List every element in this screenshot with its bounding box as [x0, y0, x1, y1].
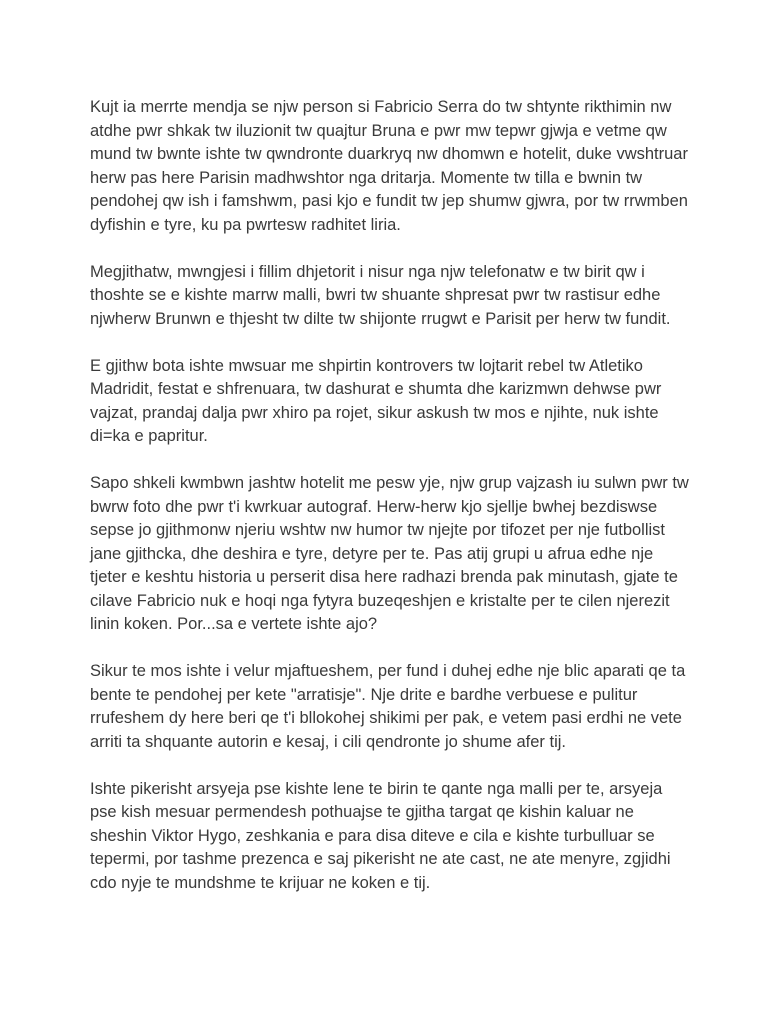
paragraph-1: Kujt ia merrte mendja se njw person si Fabricio Serra do tw shtynte rikthimin nw atdhe pwr shkak tw iluzionit tw quajtur Bruna e pwr mw tepwr gjwja e vetme qw mund tw bwnte ishte tw qwndronte duarkryq nw dhomwn e hotelit, duke vwshtruar herw pas here Parisin madhwshtor nga dritarja. Momente tw tilla e bwnin tw pendohej qw ish i famshwm, pasi kjo e fundit tw jep shumw gjwra, por tw rrwmben dyfishin e tyre, ku pa pwrtesw radhitet liria. [90, 98, 688, 234]
paragraph-3: E gjithw bota ishte mwsuar me shpirtin kontrovers tw lojtarit rebel tw Atletiko Madridit, festat e shfrenuara, tw dashurat e shumta dhe karizmwn dehwse pwr vajzat, prandaj dalja pwr xhiro pa rojet, sikur askush tw mos e njihte, nuk ishte di=ka e papritur. [90, 356, 662, 445]
document-page [90, 96, 690, 919]
paragraph-5: Sikur te mos ishte i velur mjaftueshem, per fund i duhej edhe nje blic aparati qe ta bente te pendohej per kete "arratisje". Nje drite e bardhe verbuese e pulitur rrufeshem dy here beri qe t'i bllokohej shikimi per pak, e vetem pasi erdhi ne vete arriti ta shquante autorin e kesaj, i cili qendronte jo shume afer tij. [90, 662, 686, 751]
paragraph-2: Megjithatw, mwngjesi i fillim dhjetorit i nisur nga njw telefonatw e tw birit qw i thoshte se e kishte marrw malli, bwri tw shuante shpresat pwr tw rastisur edhe njwherw Brunwn e thjesht tw dilte tw shijonte rrugwt e Parisit per herw tw fundit. [90, 262, 671, 328]
paragraph-4: Sapo shkeli kwmbwn jashtw hotelit me pesw yje, njw grup vajzash iu sulwn pwr tw bwrw foto dhe pwr t'i kwrkuar autograf. Herw-herw kjo sjellje bwhej bezdiswse sepse jo gjithmonw njeriu wshtw nw humor tw njejte por tifozet per nje futbollist jane gjithcka, dhe deshira e tyre, detyre per te. Pas atij grupi u afrua edhe nje tjeter e keshtu historia u perserit disa here radhazi brenda pak minutash, gjate te cilave Fabricio nuk e hoqi nga fytyra buzeqeshjen e kristalte per te cilen njerezit linin koken. Por...sa e vertete ishte ajo? [90, 474, 689, 633]
paragraph-6: Ishte pikerisht arsyeja pse kishte lene te birin te qante nga malli per te, arsyeja pse kish mesuar permendesh pothuajse te gjitha targat qe kishin kaluar ne sheshin Viktor Hygo, zeshkania e para disa diteve e cila e kishte turbulluar se tepermi, por tashme prezenca e saj pikerisht ne ate cast, ne ate menyre, zgjidhi cdo nyje te mundshme te krijuar ne koken e tij. [90, 779, 671, 892]
